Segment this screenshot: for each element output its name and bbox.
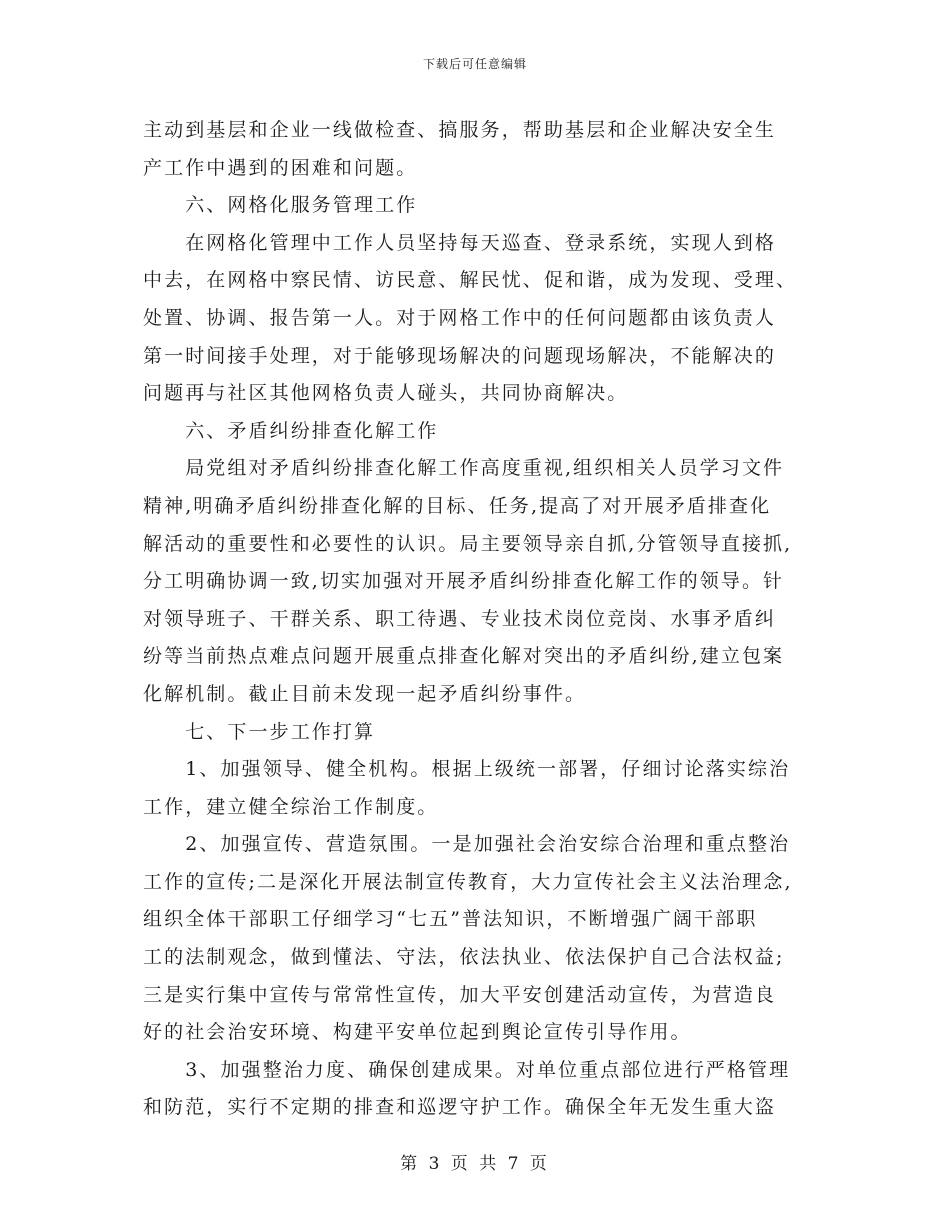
text-line: 好的社会治安环境、构建平安单位起到舆论宣传引导作用。 <box>143 1021 692 1044</box>
text-line: 1、加强领导、健全机构。根据上级统一部署，仔细讨论落实综治 <box>143 758 791 781</box>
text-line: 分工明确协调一致,切实加强对开展矛盾纠纷排查化解工作的领导。针 <box>143 570 785 593</box>
text-line: 第一时间接手处理，对于能够现场解决的问题现场解决，不能解决的 <box>143 344 777 367</box>
text-line: 纷等当前热点难点问题开展重点排查化解对突出的矛盾纠纷,建立包案 <box>143 645 785 668</box>
text-line: 2、加强宣传、营造氛围。一是加强社会治安综合治理和重点整治 <box>143 833 791 856</box>
page-header: 下载后可任意编辑 <box>422 57 527 71</box>
text-line: 处置、协调、报告第一人。对于网格工作中的任何问题都由该负责人 <box>143 306 777 329</box>
text-line: 工的法制观念，做到懂法、守法，依法执业、依法保护自己合法权益; <box>143 946 785 969</box>
text-line: 主动到基层和企业一线做检查、搞服务，帮助基层和企业解决安全生 <box>143 119 777 141</box>
text-line: 对领导班子、干群关系、职工待遇、专业技术岗位竞岗、水事矛盾纠 <box>143 607 777 630</box>
document-body <box>143 112 823 1127</box>
text-line: 局党组对矛盾纠纷排查化解工作高度重视,组织相关人员学习文件 <box>143 457 785 480</box>
text-line: 解活动的重要性和必要性的认识。局主要领导亲自抓,分管领导直接抓, <box>143 532 793 555</box>
text-line: 六、网格化服务管理工作 <box>143 194 418 217</box>
text-line: 六、矛盾纠纷排查化解工作 <box>143 419 439 442</box>
text-line: 化解机制。截止目前未发现一起矛盾纠纷事件。 <box>143 682 587 705</box>
text-line: 精神,明确矛盾纠纷排查化解的目标、任务,提高了对开展矛盾排查化 <box>143 494 772 517</box>
text-line: 3、加强整治力度、确保创建成果。对单位重点部位进行严格管理 <box>143 1058 791 1081</box>
page-number: 第 3 页 共 7 页 <box>400 1154 550 1174</box>
text-line: 和防范，实行不定期的排查和巡逻守护工作。确保全年无发生重大盗 <box>143 1096 777 1119</box>
text-line: 七、下一步工作打算 <box>143 720 376 743</box>
text-line: 问题再与社区其他网格负责人碰头，共同协商解决。 <box>143 382 629 405</box>
text-line: 中去，在网格中察民情、访民意、解民忧、促和谐，成为发现、受理、 <box>143 269 798 292</box>
text-line: 三是实行集中宣传与常常性宣传，加大平安创建活动宣传，为营造良 <box>143 983 777 1006</box>
text-line: 工作，建立健全综治工作制度。 <box>143 795 439 818</box>
text-line: 组织全体干部职工仔细学习“七五”普法知识，不断增强广阔干部职 <box>143 908 758 931</box>
text-line: 工作的宣传;二是深化开展法制宣传教育，大力宣传社会主义法治理念, <box>143 870 793 893</box>
text-line: 产工作中遇到的困难和问题。 <box>143 156 418 179</box>
text-line: 在网格化管理中工作人员坚持每天巡查、登录系统，实现人到格 <box>143 231 777 254</box>
